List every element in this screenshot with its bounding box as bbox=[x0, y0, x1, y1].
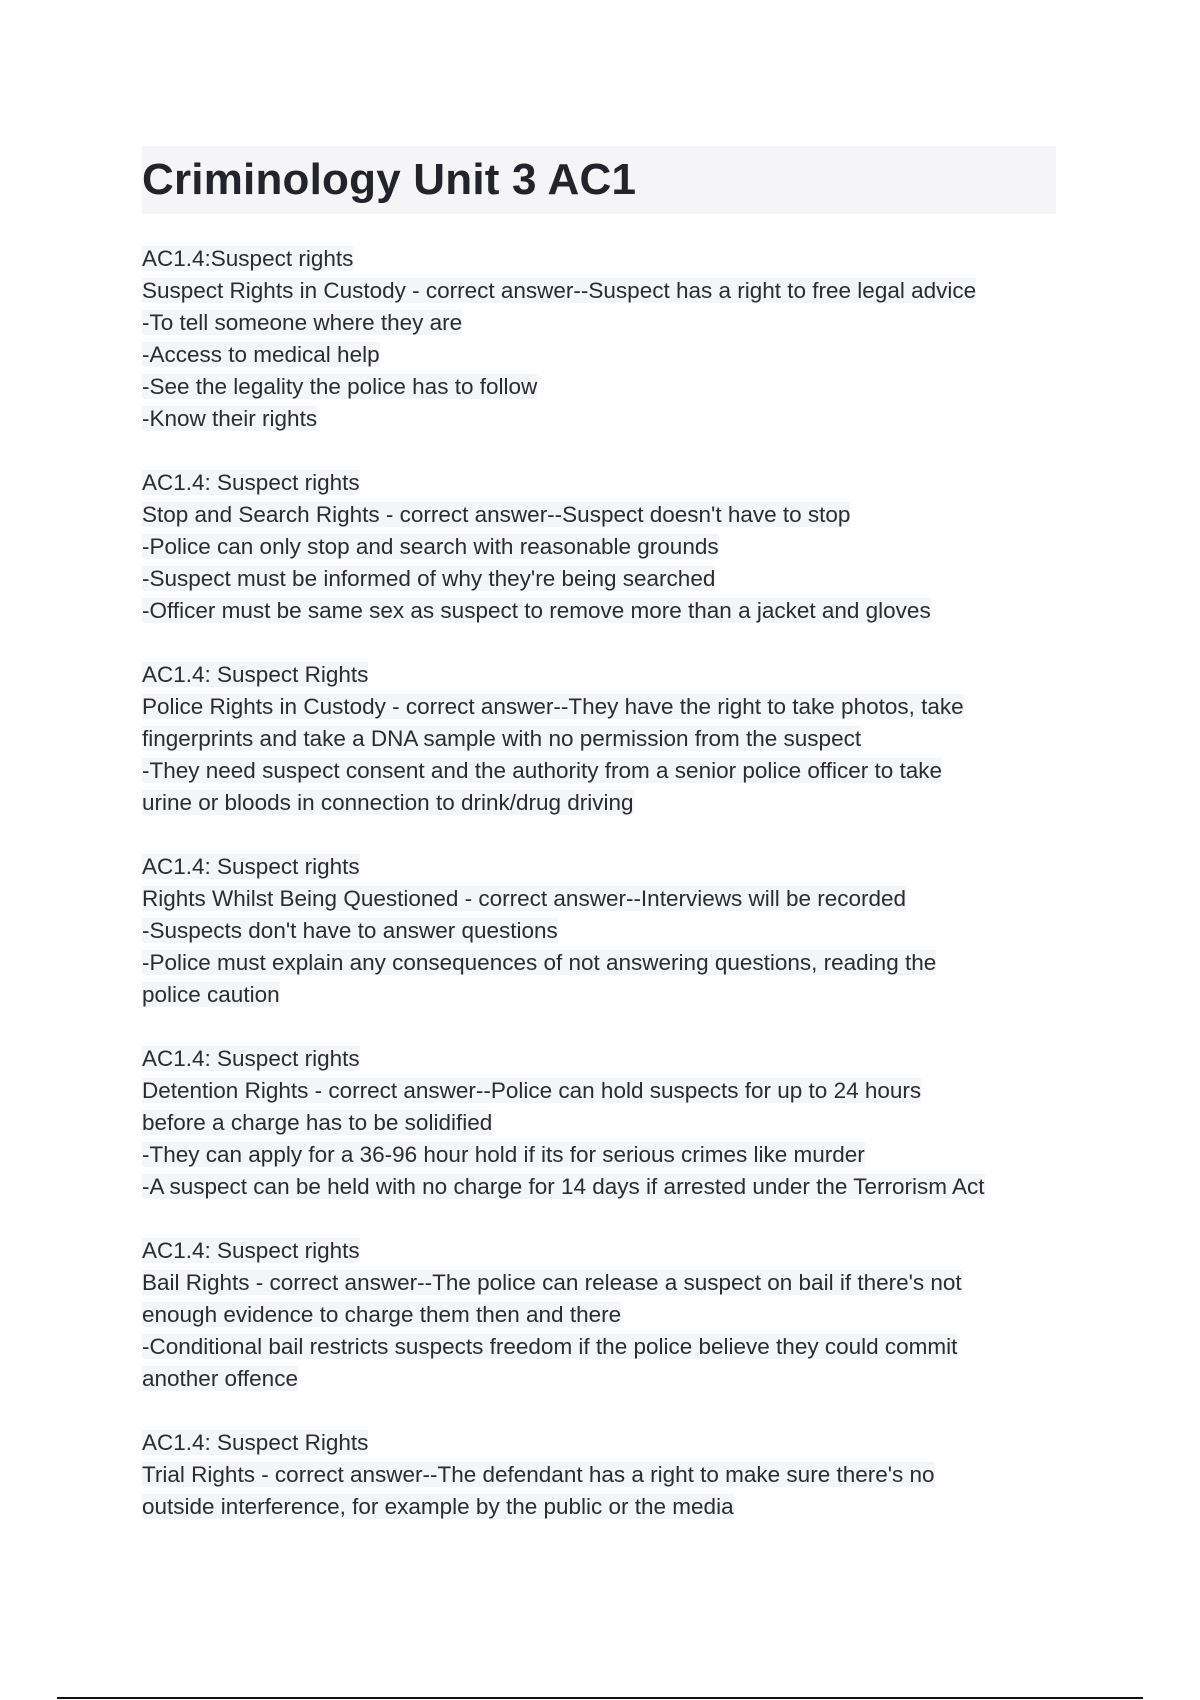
section-line bbox=[142, 755, 1062, 787]
section-line-text: Police Rights in Custody - correct answer--They have the right to take photos, take bbox=[142, 694, 964, 719]
section-line-text: -Suspect must be informed of why they're being searched bbox=[142, 566, 716, 591]
section-heading bbox=[142, 467, 1062, 499]
section-line bbox=[142, 947, 1062, 979]
section-heading bbox=[142, 1043, 1062, 1075]
section-heading-text: AC1.4:Suspect rights bbox=[142, 246, 354, 271]
section-line-text: Rights Whilst Being Questioned - correct answer--Interviews will be recorded bbox=[142, 886, 907, 911]
flashcard-section bbox=[142, 1235, 1062, 1395]
section-line-text: -To tell someone where they are bbox=[142, 310, 463, 335]
section-line bbox=[142, 883, 1062, 915]
document-body bbox=[142, 243, 1062, 1555]
section-heading-text: AC1.4: Suspect rights bbox=[142, 470, 360, 495]
section-line bbox=[142, 1491, 1062, 1523]
section-line bbox=[142, 691, 1062, 723]
section-heading bbox=[142, 1235, 1062, 1267]
section-line bbox=[142, 403, 1062, 435]
section-heading-text: AC1.4: Suspect rights bbox=[142, 854, 360, 879]
section-line-text: Stop and Search Rights - correct answer--Suspect doesn't have to stop bbox=[142, 502, 851, 527]
section-line bbox=[142, 531, 1062, 563]
section-line bbox=[142, 563, 1062, 595]
section-line bbox=[142, 595, 1062, 627]
section-line bbox=[142, 275, 1062, 307]
section-line-text: -They can apply for a 36-96 hour hold if its for serious crimes like murder bbox=[142, 1142, 865, 1167]
section-line-text: Trial Rights - correct answer--The defendant has a right to make sure there's no bbox=[142, 1462, 935, 1487]
section-line-text: -Know their rights bbox=[142, 406, 318, 431]
section-heading-text: AC1.4: Suspect rights bbox=[142, 1238, 360, 1263]
section-line-text: -Police can only stop and search with reasonable grounds bbox=[142, 534, 719, 559]
section-heading bbox=[142, 659, 1062, 691]
section-heading-text: AC1.4: Suspect rights bbox=[142, 1046, 360, 1071]
section-heading-text: AC1.4: Suspect Rights bbox=[142, 662, 369, 687]
section-line-text: police caution bbox=[142, 982, 280, 1007]
section-line bbox=[142, 979, 1062, 1011]
section-line-text: -Suspects don't have to answer questions bbox=[142, 918, 558, 943]
section-line bbox=[142, 915, 1062, 947]
section-line-text: -They need suspect consent and the authority from a senior police officer to take bbox=[142, 758, 943, 783]
section-heading bbox=[142, 243, 1062, 275]
flashcard-section bbox=[142, 1427, 1062, 1523]
section-line bbox=[142, 1171, 1062, 1203]
section-line bbox=[142, 1331, 1062, 1363]
section-line bbox=[142, 307, 1062, 339]
section-line bbox=[142, 1459, 1062, 1491]
section-line bbox=[142, 339, 1062, 371]
section-line-text: -See the legality the police has to follow bbox=[142, 374, 538, 399]
title-block bbox=[142, 146, 1056, 214]
section-heading-text: AC1.4: Suspect Rights bbox=[142, 1430, 369, 1455]
section-line bbox=[142, 371, 1062, 403]
section-line bbox=[142, 1267, 1062, 1299]
section-line-text: -Officer must be same sex as suspect to remove more than a jacket and gloves bbox=[142, 598, 931, 623]
section-line-text: another offence bbox=[142, 1366, 298, 1391]
section-line-text: outside interference, for example by the public or the media bbox=[142, 1494, 734, 1519]
section-line bbox=[142, 1075, 1062, 1107]
section-line-text: -Police must explain any consequences of not answering questions, reading the bbox=[142, 950, 937, 975]
section-line bbox=[142, 787, 1062, 819]
section-line-text: urine or bloods in connection to drink/drug driving bbox=[142, 790, 634, 815]
section-line bbox=[142, 723, 1062, 755]
flashcard-section bbox=[142, 467, 1062, 627]
section-line bbox=[142, 1107, 1062, 1139]
section-line-text: -Access to medical help bbox=[142, 342, 380, 367]
section-heading bbox=[142, 1427, 1062, 1459]
flashcard-section bbox=[142, 1043, 1062, 1203]
document-title: Criminology Unit 3 AC1 bbox=[142, 155, 637, 204]
section-line-text: Bail Rights - correct answer--The police can release a suspect on bail if there's not bbox=[142, 1270, 962, 1295]
flashcard-section bbox=[142, 243, 1062, 435]
flashcard-section bbox=[142, 659, 1062, 819]
section-line-text: fingerprints and take a DNA sample with no permission from the suspect bbox=[142, 726, 862, 751]
section-line bbox=[142, 499, 1062, 531]
section-line-text: -A suspect can be held with no charge for 14 days if arrested under the Terrorism Act bbox=[142, 1174, 985, 1199]
section-line-text: Detention Rights - correct answer--Police can hold suspects for up to 24 hours bbox=[142, 1078, 922, 1103]
section-line bbox=[142, 1139, 1062, 1171]
section-line-text: enough evidence to charge them then and there bbox=[142, 1302, 622, 1327]
section-line bbox=[142, 1299, 1062, 1331]
section-line bbox=[142, 1363, 1062, 1395]
flashcard-section bbox=[142, 851, 1062, 1011]
section-line-text: -Conditional bail restricts suspects freedom if the police believe they could commit bbox=[142, 1334, 958, 1359]
section-line-text: before a charge has to be solidified bbox=[142, 1110, 493, 1135]
bottom-divider bbox=[57, 1697, 1143, 1699]
section-line-text: Suspect Rights in Custody - correct answer--Suspect has a right to free legal advice bbox=[142, 278, 977, 303]
section-heading bbox=[142, 851, 1062, 883]
